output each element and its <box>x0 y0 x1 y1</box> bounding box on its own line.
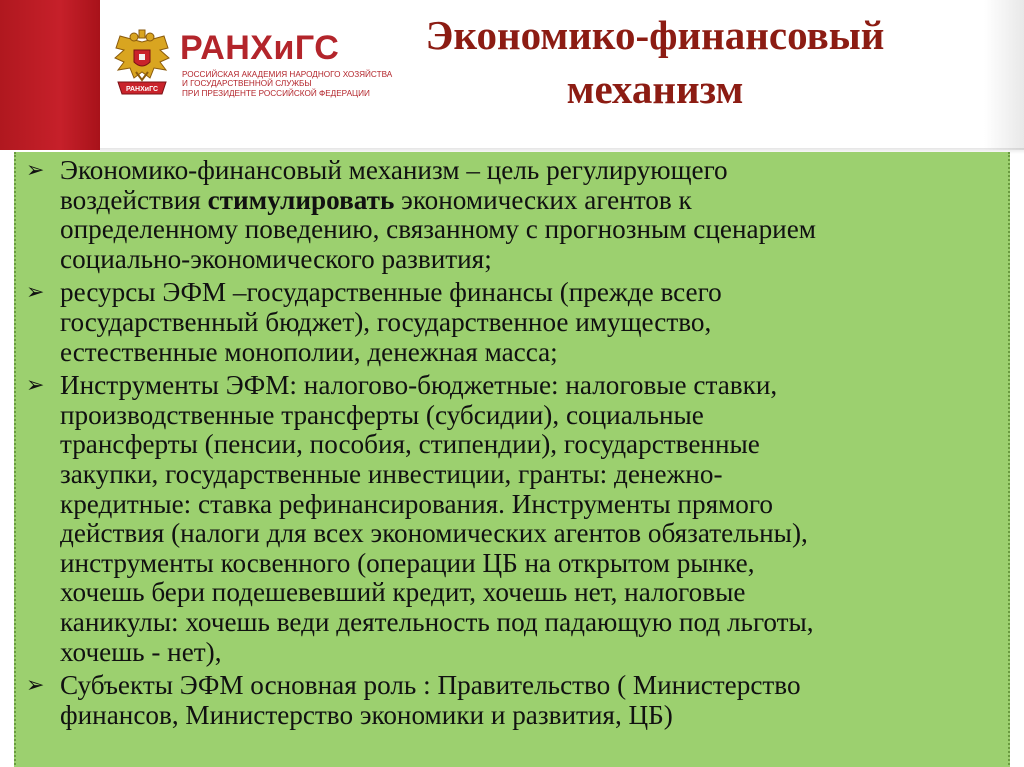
slide-title-line: механизм <box>566 66 744 112</box>
text-segment: социально-экономического развития; <box>60 243 492 274</box>
text-segment: определенному поведению, связанному с прогнозным сценарием <box>60 214 816 245</box>
bullet-text-line <box>60 578 1000 608</box>
logo-subtitle <box>182 70 393 98</box>
bullet-text-line <box>60 278 1000 308</box>
bullet-text-line <box>60 638 1000 668</box>
slide-title <box>360 8 950 116</box>
text-segment: трансферты (пенсии, пособия, стипендии), государственные <box>60 429 760 460</box>
emblem-ribbon-text: РАНХиГС <box>125 86 159 93</box>
arrow-bullet-icon: ➢ <box>26 673 45 699</box>
bullet-text-line <box>60 401 1000 431</box>
logo-subtitle-line: ПРИ ПРЕЗИДЕНТЕ РОССИЙСКОЙ ФЕДЕРАЦИИ <box>182 88 370 98</box>
bullet-text-line <box>60 490 1000 520</box>
logo-subtitle-line: И ГОСУДАРСТВЕННОЙ СЛУЖБЫ <box>182 79 312 89</box>
text-segment: хочешь бери подешевевший кредит, хочешь нет, налоговые <box>60 577 746 608</box>
bullet-text-line <box>60 519 1000 549</box>
logo-subtitle-line: РОССИЙСКАЯ АКАДЕМИЯ НАРОДНОГО ХОЗЯЙСТВА <box>182 70 393 79</box>
text-segment: финансов, Министерство экономики и развития, ЦБ) <box>60 699 673 730</box>
emphasized-text: стимулировать <box>207 184 395 215</box>
arrow-bullet-icon: ➢ <box>26 158 45 183</box>
text-segment: ресурсы ЭФМ –государственные финансы (прежде всего <box>60 277 722 308</box>
bullet-item <box>26 156 1000 274</box>
text-segment: производственные трансферты (субсидии), социальные <box>60 399 704 430</box>
text-segment: закупки, государственные инвестиции, гранты: денежно- <box>60 458 723 489</box>
text-segment: Субъекты ЭФМ основная роль : Правительство ( Министерство <box>60 670 801 701</box>
text-segment: действия (налоги для всех экономических агентов обязательны), <box>60 518 808 549</box>
arrow-bullet-icon: ➢ <box>26 280 45 306</box>
bullet-text-line <box>60 338 1000 368</box>
text-segment: хочешь - нет), <box>60 636 222 667</box>
bullet-list <box>26 156 1000 734</box>
slide-title-line: Экономико-финансовый <box>425 12 885 58</box>
bullet-text-line <box>60 308 1000 338</box>
logo-name: РАНХиГС <box>180 29 340 67</box>
red-accent-bar <box>0 0 100 150</box>
arrow-bullet-icon: ➢ <box>26 373 45 399</box>
bullet-text-line <box>60 371 1000 401</box>
text-segment: государственный бюджет), государственное имущество, <box>60 306 712 337</box>
bullet-item <box>26 371 1000 667</box>
bullet-text-line <box>60 671 1000 701</box>
bullet-text-line <box>60 215 1000 245</box>
bullet-text-line <box>60 608 1000 638</box>
bullet-text-line <box>60 460 1000 490</box>
bullet-item <box>26 278 1000 367</box>
bullet-text-line <box>60 549 1000 579</box>
text-segment: Экономико-финансовый механизм – цель регулирующего <box>60 155 728 185</box>
text-segment: естественные монополии, денежная масса; <box>60 336 558 367</box>
double-headed-eagle-emblem-icon <box>112 28 172 104</box>
bullet-text-line <box>60 156 1000 186</box>
text-segment: инструменты косвенного (операции ЦБ на открытом рынке, <box>60 547 755 578</box>
text-segment: воздействия <box>60 184 208 215</box>
text-segment: экономических агентов к <box>394 184 692 215</box>
bullet-text-line <box>60 701 1000 731</box>
text-segment: кредитные: ставка рефинансирования. Инструменты прямого <box>60 488 773 519</box>
bullet-text-line <box>60 186 1000 216</box>
text-segment: Инструменты ЭФМ: налогово-бюджетные: налоговые ставки, <box>60 370 778 401</box>
bullet-item <box>26 671 1000 730</box>
text-segment: каникулы: хочешь веди деятельность под падающую под льготы, <box>60 606 814 637</box>
content-panel <box>14 152 1010 767</box>
bullet-text-line <box>60 430 1000 460</box>
ranepa-logo <box>112 28 393 106</box>
bullet-text-line <box>60 245 1000 275</box>
header-corner-shade <box>984 0 1024 150</box>
